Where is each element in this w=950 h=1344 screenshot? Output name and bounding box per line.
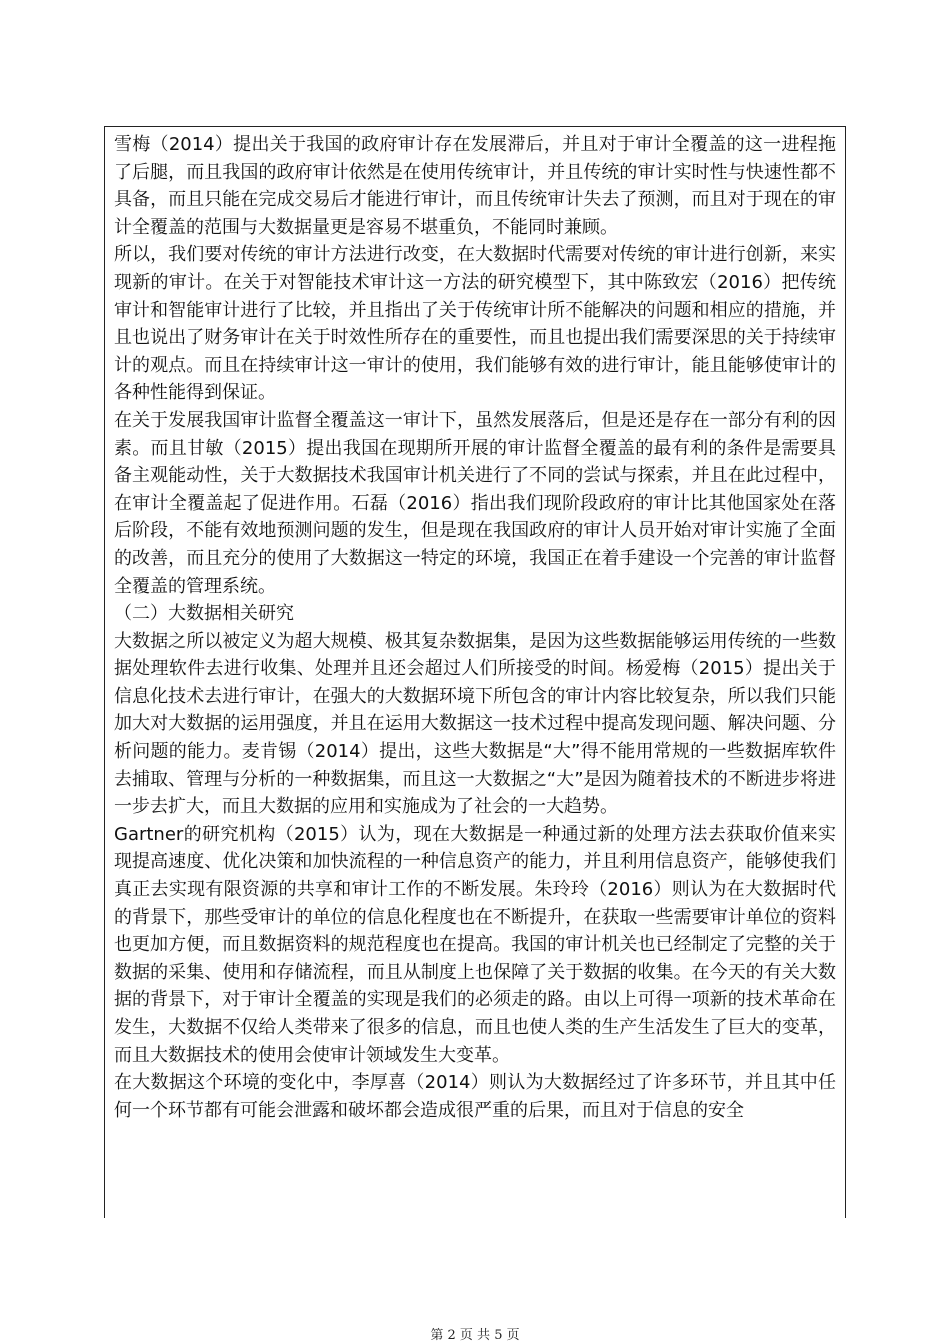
content-frame (104, 126, 846, 1218)
page-number-footer: 第 2 页 共 5 页 (430, 1328, 520, 1343)
paragraph-5: Gartner的研究机构（2015）认为，现在大数据是一种通过新的处理方法去获取价值来实现提高速度、优化决策和加快流程的一种信息资产的能力，并且利用信息资产，能够使我们真正去实现有限资源的共享和审计工作的不断发展。朱玲玲（2016）则认为在大数据时代的背景下，那些受审计的单位的信息化程度也在不断提升，在获取一些需要审计单位的资料也更加方便，而且数据资料的规范程度也在提高。我国的审计机关也已经制定了完整的关于数据的采集、使用和存储流程，而且从制度上也保障了关于数据的收集。在今天的有关大数据的背景下，对于审计全覆盖的实现是我们的必须走的路。由以上可得一项新的技术革命在发生，大数据不仅给人类带来了很多的信息，而且也使人类的生产生活发生了巨大的变革，而且大数据技术的使用会使审计领域发生大变革。 (114, 823, 836, 1066)
paragraph-3: 在关于发展我国审计监督全覆盖这一审计下，虽然发展落后，但是还是存在一部分有利的因素。而且甘敏（2015）提出我国在现期所开展的审计监督全覆盖的最有利的条件是需要具备主观能动性，关于大数据技术我国审计机关进行了不同的尝试与探索，并且在此过程中，在审计全覆盖起了促进作用。石磊（2016）指出我们现阶段政府的审计比其他国家处在落后阶段，不能有效地预测问题的发生，但是现在我国政府的审计人员开始对审计实施了全面的改善，而且充分的使用了大数据这一特定的环境，我国正在着手建设一个完善的审计监督全覆盖的管理系统。 (114, 409, 836, 597)
paragraph-2: 所以，我们要对传统的审计方法进行改变，在大数据时代需要对传统的审计进行创新，来实现新的审计。在关于对智能技术审计这一方法的研究模型下，其中陈致宏（2016）把传统审计和智能审计进行了比较，并且指出了关于传统审计所不能解决的问题和相应的措施，并且也说出了财务审计在关于时效性所存在的重要性，而且也提出我们需要深思的关于持续审计的观点。而且在持续审计这一审计的使用，我们能够有效的进行审计，能且能够使审计的各种性能得到保证。 (114, 244, 836, 404)
paragraph-4: 大数据之所以被定义为超大规模、极其复杂数据集，是因为这些数据能够运用传统的一些数据处理软件去进行收集、处理并且还会超过人们所接受的时间。杨爱梅（2015）提出关于信息化技术去进行审计，在强大的大数据环境下所包含的审计内容比较复杂，所以我们只能加大对大数据的运用强度，并且在运用大数据这一技术过程中提高发现问题、解决问题、分析问题的能力。麦肯锡（2014）提出，这些大数据是“大”得不能用常规的一些数据库软件去捕取、管理与分析的一种数据集，而且这一大数据之“大”是因为随着技术的不断进步将进一步去扩大，而且大数据的应用和实施成为了社会的一大趋势。 (114, 630, 836, 818)
document-body (105, 127, 845, 1124)
section-heading: （二）大数据相关研究 (114, 603, 294, 625)
paragraph-6: 在大数据这个环境的变化中，李厚喜（2014）则认为大数据经过了许多环节，并且其中任何一个环节都有可能会泄露和破坏都会造成很严重的后果，而且对于信息的安全 (114, 1072, 836, 1121)
paragraph-1: 雪梅（2014）提出关于我国的政府审计存在发展滞后，并且对于审计全覆盖的这一进程拖了后腿，而且我国的政府审计依然是在使用传统审计，并且传统的审计实时性与快速性都不具备，而且只能在完成交易后才能进行审计，而且传统审计失去了预测，而且对于现在的审计全覆盖的范围与大数据量更是容易不堪重负，不能同时兼顾。 (114, 134, 836, 238)
